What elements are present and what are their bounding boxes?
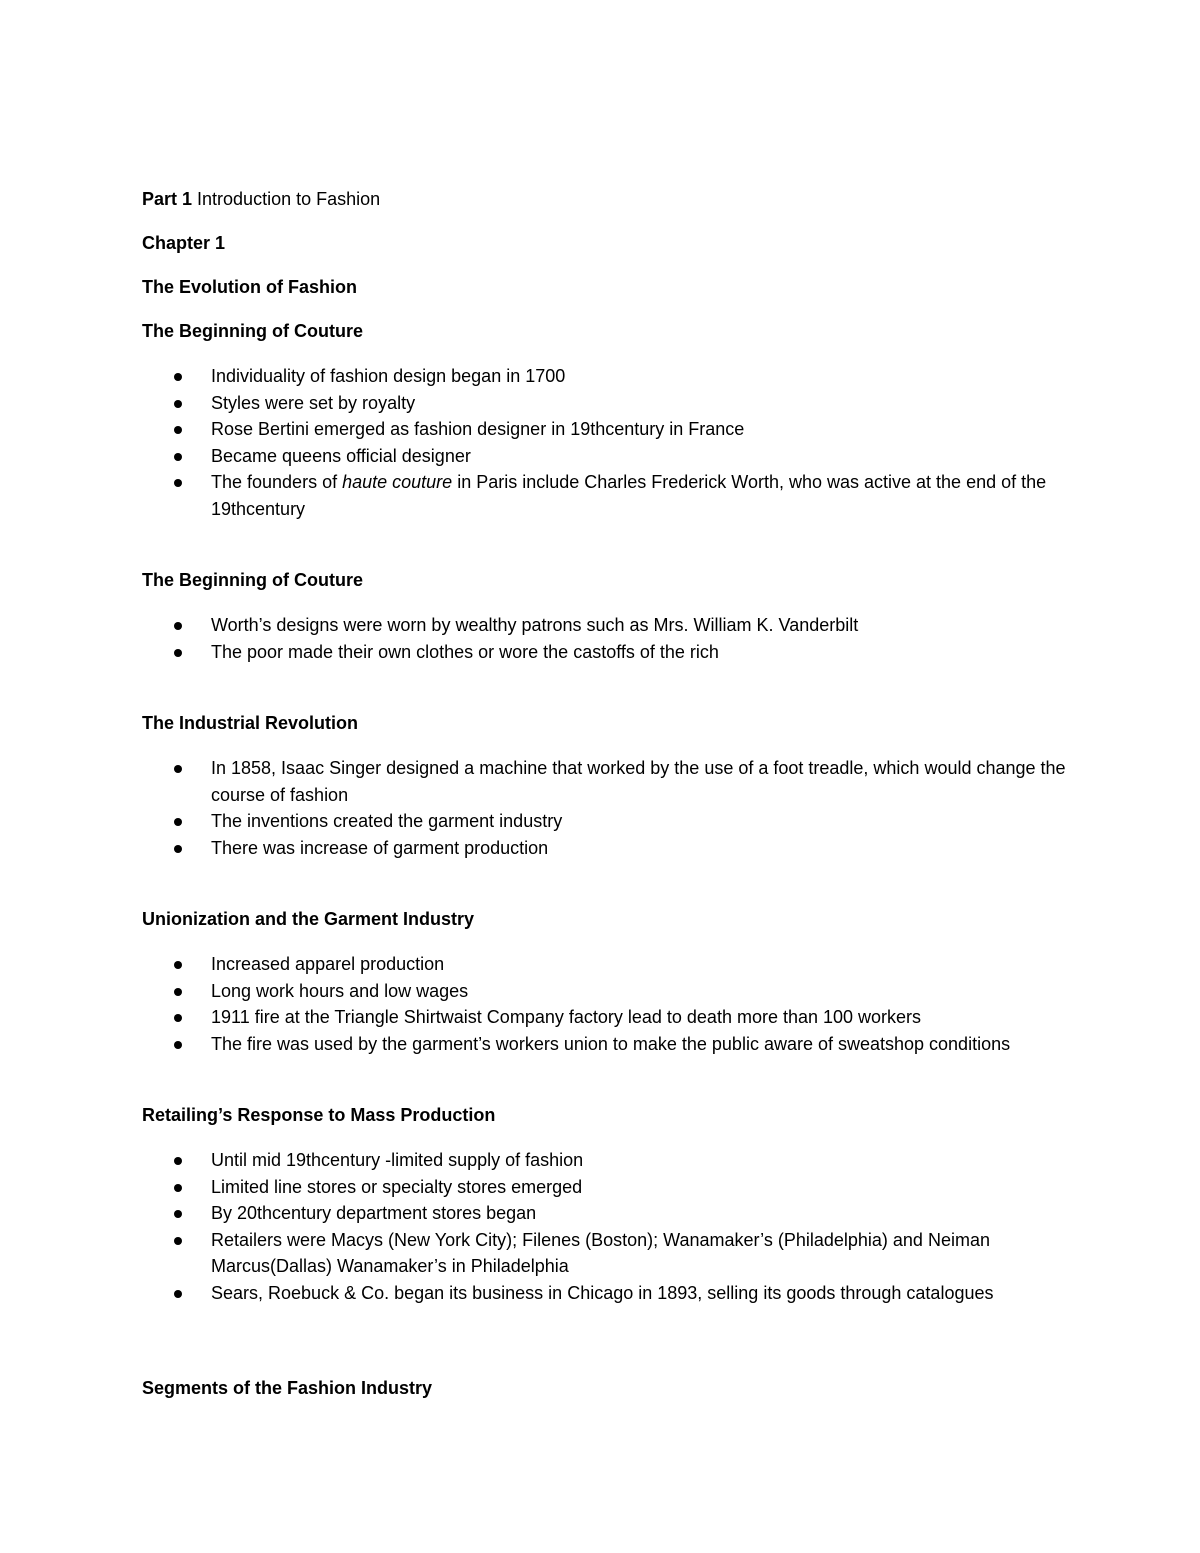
chapter-title: The Evolution of Fashion — [142, 277, 357, 297]
section-heading: Retailing’s Response to Mass Production — [142, 1105, 496, 1125]
list-item — [142, 612, 1072, 639]
bullet-icon — [174, 818, 182, 826]
list-item-text: Sears, Roebuck & Co. began its business in Chicago in 1893, selling its goods through catalogues — [211, 1282, 994, 1303]
bullet-icon — [174, 988, 182, 996]
part-line — [142, 187, 1072, 211]
list-item-text: There was increase of garment production — [211, 837, 549, 858]
list-item — [142, 835, 1072, 862]
bullet-icon — [174, 961, 182, 969]
list-item — [142, 639, 1072, 666]
list-item-text: Increased apparel production — [211, 954, 445, 974]
bullet-icon — [174, 1210, 182, 1218]
bullet-icon — [174, 649, 182, 657]
bullet-icon — [174, 1237, 182, 1245]
list-item-text-after: in Paris include Charles Frederick Worth, who was active at the end of the 19thcentury — [211, 472, 1047, 519]
section-heading: Unionization and the Garment Industry — [142, 909, 475, 929]
bullet-list — [142, 755, 1072, 861]
list-item — [142, 363, 1072, 390]
list-item — [142, 1004, 1072, 1031]
bullet-list — [142, 1147, 1072, 1306]
section-heading: The Beginning of Couture — [142, 321, 363, 341]
bullet-list — [142, 612, 1072, 665]
list-item — [142, 1200, 1072, 1227]
bullet-icon — [174, 373, 182, 381]
list-item — [142, 1227, 1072, 1280]
list-item — [142, 1174, 1072, 1201]
list-item-text: Became queens official designer — [211, 445, 471, 466]
list-item-text-italic: haute couture — [342, 472, 453, 492]
list-item-text: Individuality of fashion design began in 1700 — [211, 366, 566, 386]
bullet-list — [142, 363, 1072, 522]
list-item-text: Retailers were Macys (New York City); Filenes (Boston); Wanamaker’s (Philadelphia) and Neiman Marcus(Dallas) Wanamaker’s in Philadelphia — [211, 1229, 990, 1276]
list-item-text: The poor made their own clothes or wore the castoffs of the rich — [211, 641, 719, 662]
bullet-icon — [174, 622, 182, 630]
list-item — [142, 1031, 1072, 1058]
list-item — [142, 978, 1072, 1005]
bullet-icon — [174, 453, 182, 461]
list-item-text-before: The founders of — [211, 472, 343, 492]
list-item-text: Worth’s designs were worn by wealthy patrons such as Mrs. William K. Vanderbilt — [211, 615, 859, 635]
list-item — [142, 1280, 1072, 1307]
list-item — [142, 443, 1072, 470]
bullet-icon — [174, 1157, 182, 1165]
list-item-text: In 1858, Isaac Singer designed a machine that worked by the use of a foot treadle, which would change the course of fashion — [211, 758, 1066, 805]
bullet-icon — [174, 426, 182, 434]
bullet-icon — [174, 1184, 182, 1192]
list-item-text: Until mid 19thcentury -limited supply of fashion — [211, 1150, 584, 1170]
list-item-text: The fire was used by the garment’s workers union to make the public aware of sweatshop conditions — [211, 1033, 1011, 1054]
list-item-text: Rose Bertini emerged as fashion designer in 19thcentury in France — [211, 419, 745, 439]
list-item-text: Limited line stores or specialty stores emerged — [211, 1176, 583, 1197]
list-item — [142, 390, 1072, 417]
bullet-icon — [174, 400, 182, 408]
document-body — [142, 187, 1072, 1400]
list-item-text: The inventions created the garment industry — [211, 811, 563, 831]
part-title: Introduction to Fashion — [192, 189, 381, 209]
bullet-icon — [174, 1014, 182, 1022]
bullet-icon — [174, 1290, 182, 1298]
list-item-text: By 20thcentury department stores began — [211, 1203, 537, 1223]
bullet-icon — [174, 479, 182, 487]
bullet-list — [142, 951, 1072, 1057]
list-item — [142, 951, 1072, 978]
chapter-label: Chapter 1 — [142, 233, 226, 253]
bullet-icon — [174, 845, 182, 853]
list-item — [142, 755, 1072, 808]
section-heading: The Beginning of Couture — [142, 570, 363, 590]
list-item — [142, 416, 1072, 443]
section-heading: Segments of the Fashion Industry — [142, 1378, 433, 1398]
part-label: Part 1 — [142, 189, 193, 209]
list-item — [142, 808, 1072, 835]
bullet-icon — [174, 1041, 182, 1049]
list-item-text: Styles were set by royalty — [211, 392, 416, 413]
list-item-text: 1911 fire at the Triangle Shirtwaist Company factory lead to death more than 100 workers — [211, 1007, 922, 1027]
section-heading: The Industrial Revolution — [142, 713, 359, 733]
list-item — [142, 1147, 1072, 1174]
list-item — [142, 469, 1072, 522]
bullet-icon — [174, 765, 182, 773]
list-item-text: Long work hours and low wages — [211, 980, 469, 1001]
